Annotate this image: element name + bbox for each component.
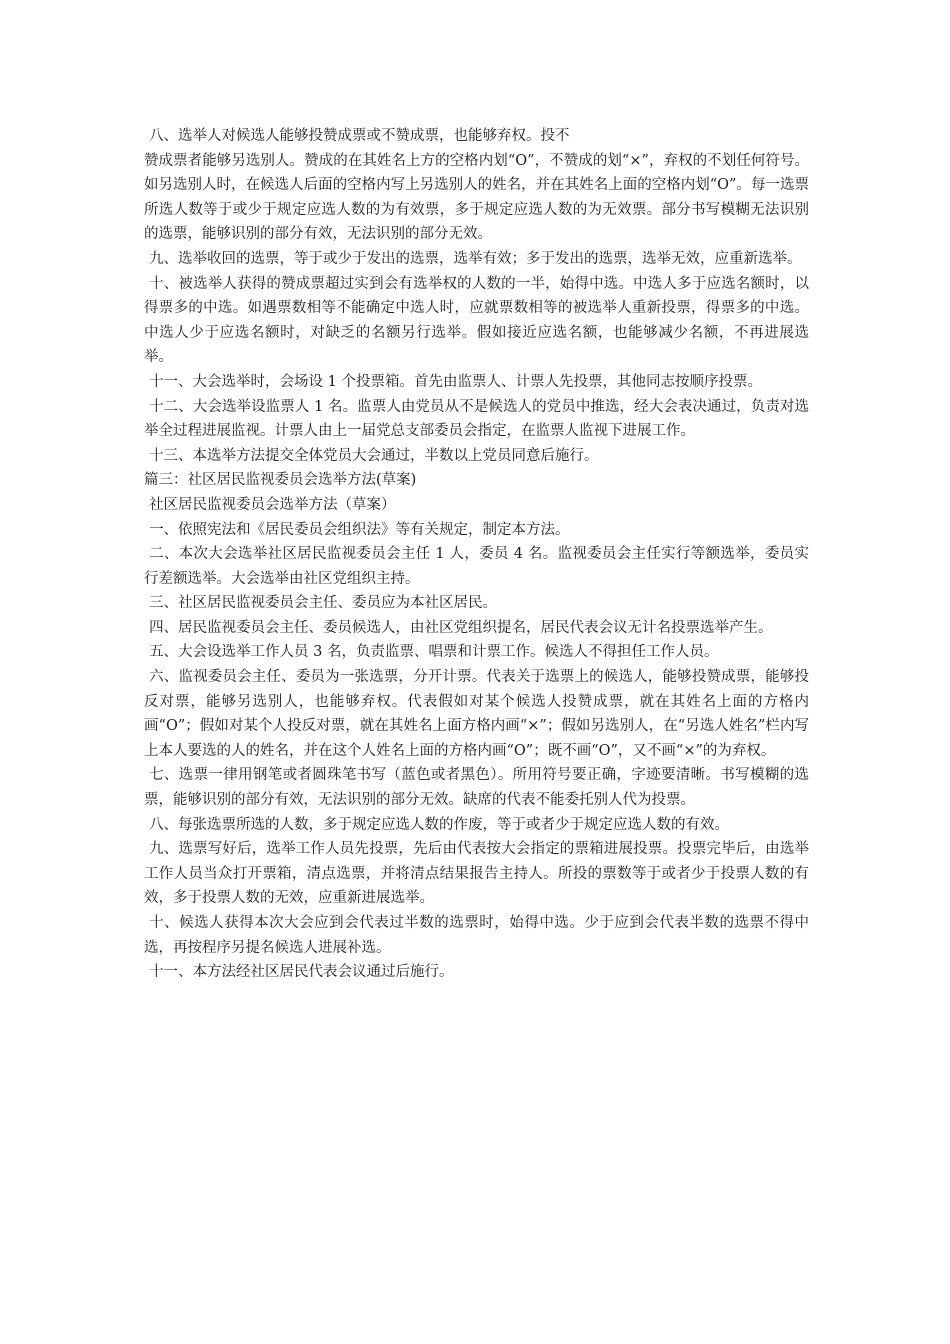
section-heading: 篇三：社区居民监视委员会选举方法(草案) (144, 472, 417, 489)
paragraph-article-9: 九、选举收回的选票，等于或少于发出的选票，选举有效；多于发出的选票，选举无效，应重新选举。 (149, 250, 802, 267)
paragraph-clause-6: 六、监视委员会主任、委员为一张选票，分开计票。代表关于选票上的候选人，能够投赞成票，能够投反对票，能够另选别人，也能够弃权。代表假如对某个候选人投赞成票，就在其姓名上面的方格内画“O”；假如对某个人投反对票，就在其姓名上面方格内画“×”；假如另选别人，在“另选人姓名”栏内写上本人要选的人的姓名，并在这个人姓名上面的方格内画“O”；既不画“O”，又不画“×”的为弃权。 (144, 669, 809, 759)
paragraph-clause-10: 十、候选人获得本次大会应到会代表过半数的选票时，始得中选。少于应到会代表半数的选票不得中选，再按程序另提名候选人进展补选。 (144, 915, 809, 956)
document-body (144, 124, 809, 985)
paragraph-clause-11: 十一、本方法经社区居民代表会议通过后施行。 (149, 964, 454, 981)
paragraph-clause-8: 八、每张选票所选的人数，多于规定应选人数的作废，等于或者少于规定应选人数的有效。 (149, 816, 730, 833)
paragraph-clause-7: 七、选票一律用钢笔或者圆珠笔书写（蓝色或者黑色）。所用符号要正确，字迹要清晰。书写模糊的选票，能够识别的部分有效，无法识别的部分无效。缺席的代表不能委托别人代为投票。 (144, 767, 809, 809)
document-title: 社区居民监视委员会选举方法（草案） (149, 496, 396, 513)
paragraph-article-10: 十、被选举人获得的赞成票超过实到会有选举权的人数的一半，始得中选。中选人多于应选名额时，以得票多的中选。如遇票数相等不能确定中选人时，应就票数相等的被选举人重新投票，得票多的中选。中选人少于应选名额时，对缺乏的名额另行选举。假如接近应选名额，也能够减少名额，不再进展选举。 (144, 275, 809, 366)
paragraph-clause-4: 四、居民监视委员会主任、委员候选人，由社区党组织提名，居民代表会议无计名投票选举产生。 (149, 619, 773, 636)
paragraph-article-8-part-2: 赞成票者能够另选别人。赞成的在其姓名上方的空格内划“O”，不赞成的划“×”，弃权的不划任何符号。如另选别人时，在候选人后面的空格内写上另选别人的姓名，并在其姓名上面的空格内划“O”。每一选票所选人数等于或少于规定应选人数的为有效票，多于规定应选人数的为无效票。部分书写模糊无法识别的选票，能够识别的部分有效，无法识别的部分无效。 (144, 152, 809, 243)
paragraph-article-12: 十二、大会选举设监票人 1 名。监票人由党员从不是候选人的党员中推选，经大会表决通过，负责对选举全过程进展监视。计票人由上一届党总支部委员会指定，在监票人监视下进展工作。 (144, 398, 809, 440)
paragraph-clause-5: 五、大会设选举工作人员 3 名，负责监票、唱票和计票工作。候选人不得担任工作人员。 (149, 644, 719, 661)
paragraph-article-13: 十三、本选举方法提交全体党员大会通过，半数以上党员同意后施行。 (149, 447, 599, 464)
paragraph-clause-9: 九、选票写好后，选举工作人员先投票，先后由代表按大会指定的票箱进展投票。投票完毕后，由选举工作人员当众打开票箱，清点选票，并将清点结果报告主持人。所投的票数等于或者少于投票人数的有效，多于投票人数的无效，应重新进展选举。 (144, 841, 809, 907)
paragraph-article-8-part-1: 八、选举人对候选人能够投赞成票或不赞成票，也能够弃权。投不 (149, 128, 570, 144)
paragraph-article-11: 十一、大会选举时，会场设 1 个投票箱。首先由监票人、计票人先投票，其他同志按顺序投票。 (149, 373, 763, 390)
paragraph-clause-1: 一、依照宪法和《居民委员会组织法》等有关规定，制定本方法。 (149, 521, 570, 538)
paragraph-clause-3: 三、社区居民监视委员会主任、委员应为本社区居民。 (149, 595, 498, 612)
paragraph-clause-2: 二、本次大会选举社区居民监视委员会主任 1 人，委员 4 名。监视委员会主任实行等额选举，委员实行差额选举。大会选举由社区党组织主持。 (144, 546, 809, 587)
